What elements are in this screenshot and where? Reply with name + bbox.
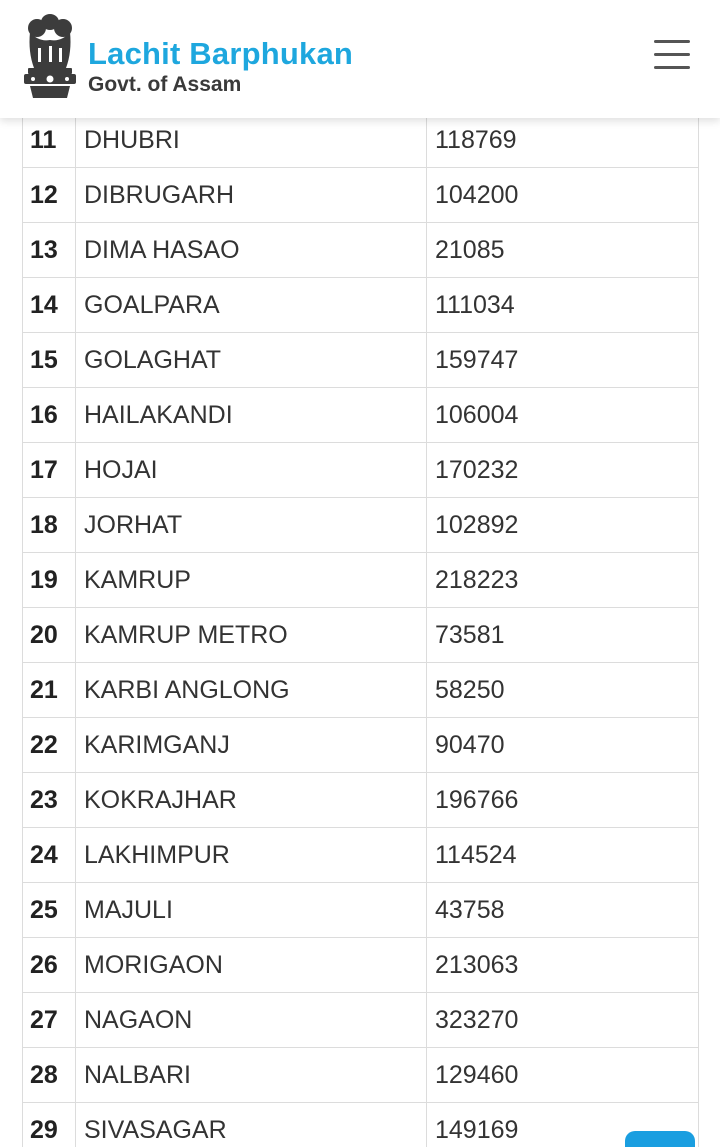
serial-number-cell: 28 (23, 1048, 76, 1103)
table-row (23, 168, 699, 223)
serial-number-cell: 12 (23, 168, 76, 223)
value-cell: 58250 (427, 663, 699, 718)
value-cell: 159747 (427, 333, 699, 388)
menu-bar (654, 66, 690, 69)
district-table-container (22, 112, 699, 1147)
value-cell: 43758 (427, 883, 699, 938)
district-table (22, 112, 699, 1147)
district-name-cell: KOKRAJHAR (76, 773, 427, 828)
table-row (23, 443, 699, 498)
value-cell: 104200 (427, 168, 699, 223)
serial-number-cell: 22 (23, 718, 76, 773)
district-name-cell: LAKHIMPUR (76, 828, 427, 883)
serial-number-cell: 13 (23, 223, 76, 278)
serial-number-cell: 26 (23, 938, 76, 993)
district-name-cell: MAJULI (76, 883, 427, 938)
district-name-cell: HOJAI (76, 443, 427, 498)
national-emblem-icon[interactable] (20, 12, 80, 102)
table-row (23, 663, 699, 718)
table-row (23, 938, 699, 993)
serial-number-cell: 14 (23, 278, 76, 333)
table-row (23, 773, 699, 828)
table-row (23, 718, 699, 773)
serial-number-cell: 23 (23, 773, 76, 828)
district-name-cell: SIVASAGAR (76, 1103, 427, 1147)
value-cell: 102892 (427, 498, 699, 553)
serial-number-cell: 17 (23, 443, 76, 498)
value-cell: 111034 (427, 278, 699, 333)
menu-bar (654, 40, 690, 43)
table-row (23, 1103, 699, 1147)
serial-number-cell: 15 (23, 333, 76, 388)
table-row (23, 1048, 699, 1103)
district-name-cell: MORIGAON (76, 938, 427, 993)
serial-number-cell: 20 (23, 608, 76, 663)
table-row (23, 223, 699, 278)
district-name-cell: KARBI ANGLONG (76, 663, 427, 718)
hamburger-menu-icon[interactable] (648, 36, 692, 74)
value-cell: 170232 (427, 443, 699, 498)
table-row (23, 993, 699, 1048)
table-row (23, 883, 699, 938)
site-header (0, 0, 720, 118)
serial-number-cell: 27 (23, 993, 76, 1048)
serial-number-cell: 25 (23, 883, 76, 938)
district-name-cell: GOALPARA (76, 278, 427, 333)
value-cell: 114524 (427, 828, 699, 883)
serial-number-cell: 19 (23, 553, 76, 608)
site-title[interactable]: Lachit Barphukan (88, 36, 354, 71)
table-row (23, 113, 699, 168)
table-row (23, 608, 699, 663)
value-cell: 323270 (427, 993, 699, 1048)
value-cell: 218223 (427, 553, 699, 608)
table-row (23, 278, 699, 333)
table-row (23, 498, 699, 553)
district-name-cell: JORHAT (76, 498, 427, 553)
district-name-cell: DIMA HASAO (76, 223, 427, 278)
site-subtitle: Govt. of Assam (88, 73, 242, 96)
value-cell: 196766 (427, 773, 699, 828)
serial-number-cell: 18 (23, 498, 76, 553)
district-name-cell: GOLAGHAT (76, 333, 427, 388)
serial-number-cell: 16 (23, 388, 76, 443)
district-name-cell: NAGAON (76, 993, 427, 1048)
district-name-cell: KAMRUP (76, 553, 427, 608)
scroll-to-top-button[interactable] (625, 1131, 695, 1147)
district-table-body (23, 113, 699, 1147)
value-cell: 213063 (427, 938, 699, 993)
district-name-cell: KAMRUP METRO (76, 608, 427, 663)
value-cell: 129460 (427, 1048, 699, 1103)
serial-number-cell: 11 (23, 113, 76, 168)
district-name-cell: NALBARI (76, 1048, 427, 1103)
value-cell: 106004 (427, 388, 699, 443)
district-name-cell: HAILAKANDI (76, 388, 427, 443)
district-name-cell: DHUBRI (76, 113, 427, 168)
serial-number-cell: 24 (23, 828, 76, 883)
table-row (23, 388, 699, 443)
table-row (23, 553, 699, 608)
table-row (23, 828, 699, 883)
district-name-cell: KARIMGANJ (76, 718, 427, 773)
serial-number-cell: 29 (23, 1103, 76, 1147)
value-cell: 149169 (427, 1103, 699, 1147)
value-cell: 118769 (427, 113, 699, 168)
district-name-cell: DIBRUGARH (76, 168, 427, 223)
value-cell: 21085 (427, 223, 699, 278)
serial-number-cell: 21 (23, 663, 76, 718)
menu-bar (654, 53, 690, 56)
value-cell: 90470 (427, 718, 699, 773)
value-cell: 73581 (427, 608, 699, 663)
table-row (23, 333, 699, 388)
